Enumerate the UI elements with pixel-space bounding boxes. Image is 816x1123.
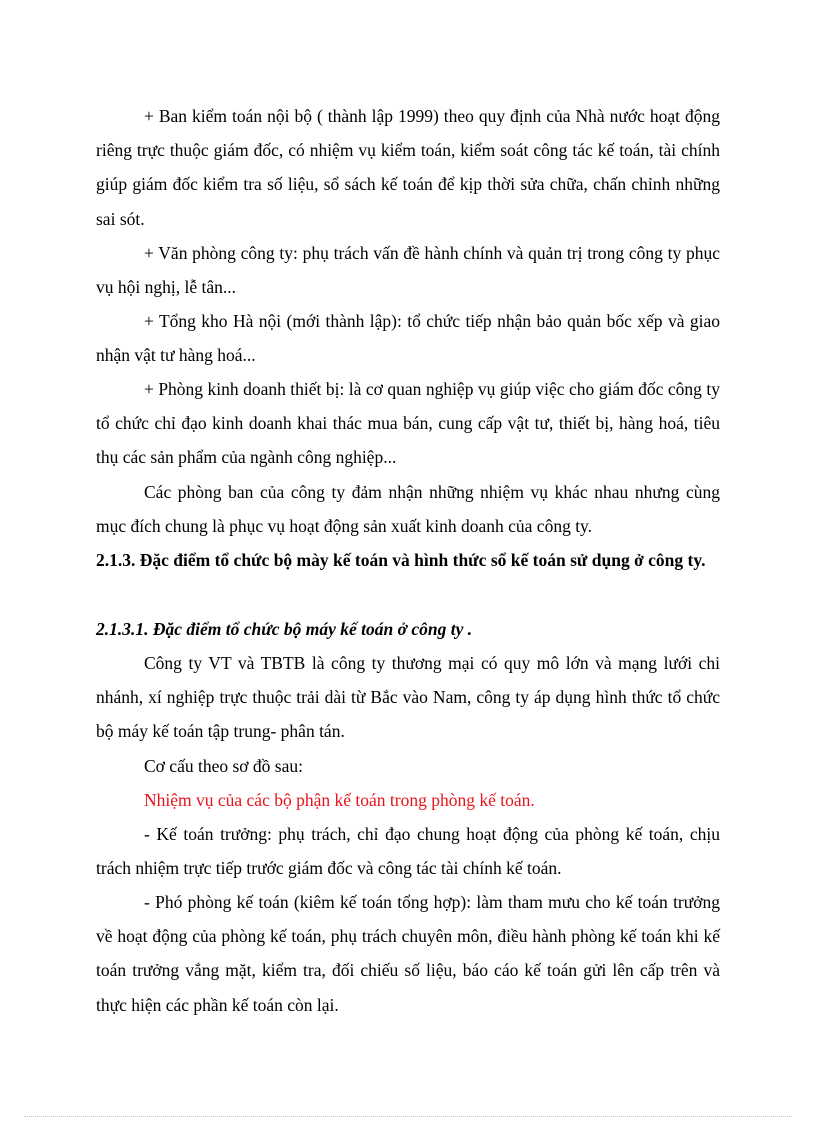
paragraph-office: + Văn phòng công ty: phụ trách vấn đề hành chính và quản trị trong công ty phục vụ hội nghị, lễ tân... <box>96 243 720 298</box>
paragraph-company-intro: Công ty VT và TBTB là công ty thương mại có quy mô lớn và mạng lưới chi nhánh, xí nghiệp trực thuộc trải dài từ Bắc vào Nam, công ty áp dụng hình thức tổ chức bộ máy kế toán tập trung- phân tán. <box>96 653 720 742</box>
paragraph-departments-summary: Các phòng ban của công ty đảm nhận những nhiệm vụ khác nhau nhưng cùng mục đích chung là phục vụ hoạt động sản xuất kinh doanh của công ty. <box>96 482 720 537</box>
page-bottom-divider <box>24 1116 792 1117</box>
paragraph-audit-board: + Ban kiểm toán nội bộ ( thành lập 1999) theo quy định của Nhà nước hoạt động riêng trực thuộc giám đốc, có nhiệm vụ kiểm toán, kiểm soát công tác kế toán, tài chính giúp giám đốc kiểm tra số liệu, sổ sách kế toán để kịp thời sửa chữa, chấn chỉnh những sai sót. <box>96 106 720 229</box>
paragraph-warehouse: + Tổng kho Hà nội (mới thành lập): tổ chức tiếp nhận bảo quản bốc xếp và giao nhận vật tư hàng hoá... <box>96 311 720 366</box>
paragraph-deputy-accountant: - Phó phòng kế toán (kiêm kế toán tổng hợp): làm tham mưu cho kế toán trưởng về hoạt động của phòng kế toán, phụ trách chuyên môn, điều hành phòng kế toán khi kế toán trưởng vắng mặt, kiểm tra, đối chiếu số liệu, báo cáo kế toán gửi lên cấp trên và thực hiện các phần kế toán còn lại. <box>96 892 720 1015</box>
accounting-duties-title: Nhiệm vụ của các bộ phận kế toán trong phòng kế toán. <box>144 790 535 810</box>
paragraph-structure-note: Cơ cấu theo sơ đồ sau: <box>144 756 303 776</box>
paragraph-chief-accountant: - Kế toán trưởng: phụ trách, chỉ đạo chung hoạt động của phòng kế toán, chịu trách nhiệm trực tiếp trước giám đốc và công tác tài chính kế toán. <box>96 824 720 879</box>
section-heading-2-1-3: 2.1.3. Đặc điểm tổ chức bộ mày kế toán và hình thức sổ kế toán sử dụng ở công ty. <box>96 550 706 570</box>
section-heading-2-1-3-1: 2.1.3.1. Đặc điểm tổ chức bộ máy kế toán ở công ty . <box>96 619 473 639</box>
paragraph-equipment-dept: + Phòng kinh doanh thiết bị: là cơ quan nghiệp vụ giúp việc cho giám đốc công ty tổ chức chỉ đạo kinh doanh khai thác mua bán, cung cấp vật tư, thiết bị, hàng hoá, tiêu thụ các sản phẩm của ngành công nghiệp... <box>96 379 720 468</box>
